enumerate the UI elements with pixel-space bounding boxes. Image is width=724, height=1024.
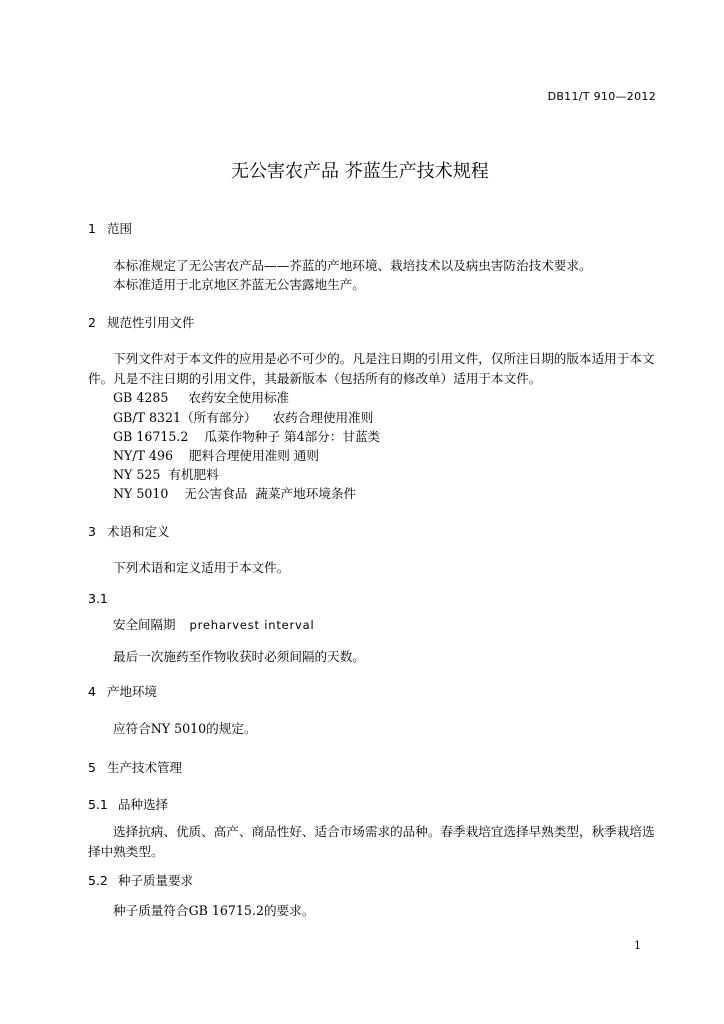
section-title: 规范性引用文件 bbox=[107, 315, 195, 330]
paragraph-line: 种子质量符合GB 16715.2的要求。 bbox=[113, 903, 315, 918]
document-code: DB11/T 910—2012 bbox=[547, 90, 656, 103]
section-3-heading bbox=[88, 524, 170, 540]
term-en: preharvest interval bbox=[189, 618, 315, 632]
reference-code: NY 5010 bbox=[113, 486, 169, 501]
paragraph-line: 择中熟类型。 bbox=[88, 844, 164, 859]
reference-name: 瓜菜作物种子 第4部分：甘蓝类 bbox=[204, 429, 381, 444]
section-number: 5.1 bbox=[88, 797, 108, 812]
section-number: 4 bbox=[88, 684, 96, 699]
reference-code: NY/T 496 bbox=[113, 448, 174, 463]
section-number: 3 bbox=[88, 524, 96, 539]
term-entry bbox=[113, 617, 315, 633]
reference-name: 有机肥料 bbox=[168, 467, 219, 482]
subsection-5-2-heading bbox=[88, 873, 193, 889]
reference-code: GB 4285 bbox=[113, 390, 169, 405]
reference-code: GB 16715.2 bbox=[113, 429, 189, 444]
section-number: 5.2 bbox=[88, 873, 108, 888]
reference-item bbox=[113, 486, 356, 502]
section-2-heading bbox=[88, 315, 195, 331]
term-zh: 安全间隔期 bbox=[113, 617, 176, 632]
section-title: 术语和定义 bbox=[107, 524, 170, 539]
paragraph-line: 件。凡是不注日期的引用文件，其最新版本（包括所有的修改单）适用于本文件。 bbox=[88, 371, 542, 386]
paragraph-line: 本标准适用于北京地区芥蓝无公害露地生产。 bbox=[113, 277, 365, 292]
subsection-3-1-number: 3.1 bbox=[88, 591, 108, 606]
section-5-heading bbox=[88, 760, 182, 776]
section-title: 生产技术管理 bbox=[107, 760, 183, 775]
reference-item bbox=[113, 390, 289, 406]
section-title: 种子质量要求 bbox=[118, 873, 194, 888]
reference-item bbox=[113, 448, 319, 464]
paragraph-line: 下列术语和定义适用于本文件。 bbox=[113, 560, 290, 575]
reference-item bbox=[113, 467, 219, 483]
section-1-heading bbox=[88, 221, 132, 237]
paragraph-line: 本标准规定了无公害农产品——芥蓝的产地环境、栽培技术以及病虫害防治技术要求。 bbox=[113, 258, 592, 273]
section-number: 2 bbox=[88, 315, 96, 330]
reference-name: 农药安全使用标准 bbox=[188, 390, 290, 405]
subsection-5-1-heading bbox=[88, 797, 168, 813]
paragraph-line: 应符合NY 5010的规定。 bbox=[113, 721, 257, 736]
reference-item bbox=[113, 410, 373, 426]
term-definition: 最后一次施药至作物收获时必须间隔的天数。 bbox=[113, 649, 365, 664]
page-number: 1 bbox=[634, 939, 641, 952]
section-number: 5 bbox=[88, 760, 96, 775]
section-number: 1 bbox=[88, 221, 96, 236]
section-title: 范围 bbox=[107, 221, 133, 236]
paragraph-line: 选择抗病、优质、高产、商品性好、适合市场需求的品种。春季栽培宜选择早熟类型，秋季栽培选 bbox=[113, 824, 655, 839]
section-4-heading bbox=[88, 684, 157, 700]
reference-name: 农药合理使用准则 bbox=[272, 410, 374, 425]
reference-name: 肥料合理使用准则 通则 bbox=[189, 448, 319, 463]
reference-code: NY 525 bbox=[113, 467, 161, 482]
page-title: 无公害农产品 芥蓝生产技术规程 bbox=[231, 161, 489, 182]
reference-item bbox=[113, 429, 380, 445]
section-title: 产地环境 bbox=[107, 684, 158, 699]
reference-code: GB/T 8321（所有部分） bbox=[113, 410, 257, 425]
paragraph-line: 下列文件对于本文件的应用是必不可少的。凡是注日期的引用文件，仅所注日期的版本适用于本文 bbox=[113, 351, 655, 366]
reference-name: 无公害食品 蔬菜产地环境条件 bbox=[184, 486, 357, 501]
section-title: 品种选择 bbox=[118, 797, 169, 812]
